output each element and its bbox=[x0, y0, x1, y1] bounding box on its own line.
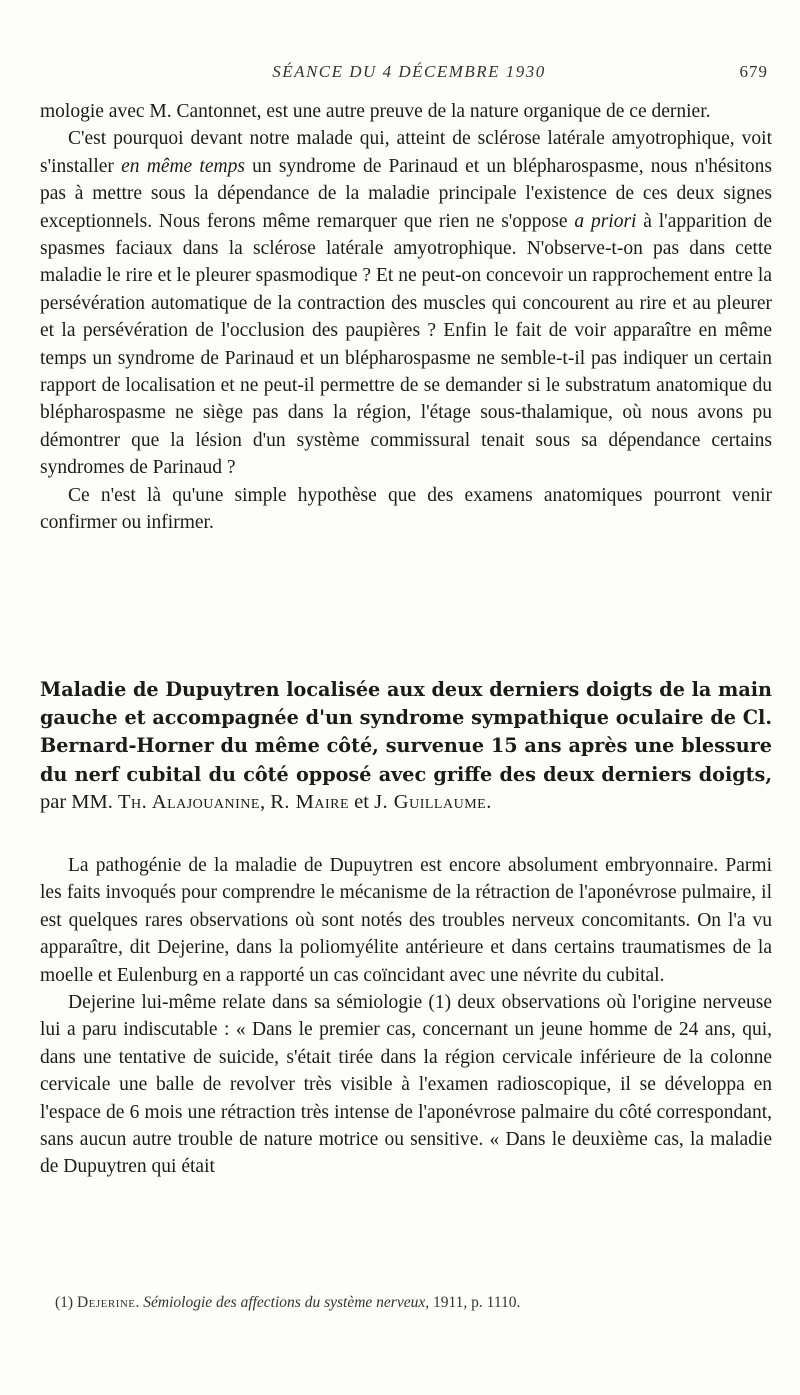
text-run: à l'apparition de spasmes faciaux dans la sclérose latérale amyotrophique. N'observe-t-on pas dans cette maladie le rire et le pleurer spasmodique ? Et ne peut-on concevoir un rapprochement entre la persévération automatique de la contraction des muscles qui concourent au rire et au pleurer et la persévération de l'occlusion des paupières ? Enfin le fait de voir apparaître en même temps un syndrome de Parinaud et un blépharospasme ne semble-t-il pas indiquer un certain rapport de localisation et ne peut-il permettre de se demander si le substratum anatomique du blépharospasme ne siège pas dans la région, l'étage sous-thalamique, où nous avons pu démontrer que la lésion d'un système commissural tenait sous sa dépendance certains syndromes de Parinaud ? bbox=[40, 210, 772, 479]
title-end: . bbox=[486, 790, 492, 813]
section-previous-article bbox=[40, 98, 772, 537]
author-separator: et bbox=[349, 790, 375, 813]
author-separator: , bbox=[259, 790, 271, 813]
footnote-rest: , 1911, p. 1110. bbox=[425, 1294, 521, 1311]
footnote-author: Dejerine bbox=[76, 1294, 136, 1311]
footnote-separator: . bbox=[135, 1294, 144, 1311]
text-run: C'est pourquoi devant notre malade qui, atteint de sclérose latérale amyotrophique, voit s'installer bbox=[40, 128, 772, 177]
paragraph-conclusion: Ce n'est là qu'une simple hypothèse que des examens anatomiques pourront venir confirmer ou infirmer. bbox=[40, 484, 772, 534]
footnote-title: Sémiologie des affections du système nerveux bbox=[143, 1294, 426, 1311]
running-head bbox=[50, 62, 768, 88]
italic-phrase: en même temps bbox=[121, 155, 245, 177]
article-by: par MM. bbox=[40, 790, 119, 813]
paragraph-hypothesis bbox=[40, 125, 772, 481]
italic-phrase: a priori bbox=[574, 210, 637, 232]
author-name: Th. Alajouanine bbox=[118, 790, 260, 813]
author-name: J. Guillaume bbox=[374, 790, 487, 813]
page-number: 679 bbox=[739, 62, 768, 81]
footnote-marker: (1) bbox=[55, 1294, 74, 1311]
paragraph-dejerine: Dejerine lui-même relate dans sa sémiologie (1) deux observations où l'origine nerveuse lui a paru indiscutable : « Dans le premier cas, concernant un jeune homme de 24 ans, qui, dans une tentative de suicide, s'était tirée dans la région cervicale inférieure de la colonne cervicale une balle de revolver très visible à l'examen radioscopique, il se développa en l'espace de 6 mois une rétraction très intense de l'aponévrose palmaire du côté correspondant, sans aucun autre trouble de nature motrice ou sensitive. « Dans le deuxième cas, la maladie de Dupuytren qui était bbox=[40, 992, 772, 1178]
paragraph-continuation: mologie avec M. Cantonnet, est une autre preuve de la nature organique de ce dernier. bbox=[40, 101, 711, 122]
section-new-article bbox=[40, 852, 772, 1181]
author-name: R. Maire bbox=[270, 790, 350, 813]
text-run: un syndrome de Parinaud et un blépharospasme, nous n'hésitons pas à mettre sous la dépendance de la maladie principale l'existence de ces deux signes exceptionnels. Nous ferons même remarquer que rien ne s'oppose bbox=[40, 155, 772, 232]
running-title: SÉANCE DU 4 DÉCEMBRE 1930 bbox=[272, 62, 546, 81]
footnote bbox=[55, 1292, 775, 1314]
article-title-bold: Maladie de Dupuytren localisée aux deux derniers doigts de la main gauche et accompagnée d'un syndrome sympathique oculaire de Cl. Bernard-Horner du même côté, survenue 15 ans après une blessure du nerf cubital du côté opposé avec griffe des deux derniers doigts, bbox=[40, 678, 772, 786]
paragraph-pathogeny: La pathogénie de la maladie de Dupuytren est encore absolument embryonnaire. Parmi les faits invoqués pour comprendre le mécanisme de la rétraction de l'aponévrose pulmaire, il est quelques rares observations où sont notés des troubles nerveux concomitants. On l'a vu apparaître, dit Dejerine, dans la poliomyélite antérieure et dans certains traumatismes de la moelle et Eulenburg en a rapporté un cas coïncidant avec une névrite du cubital. bbox=[40, 855, 772, 986]
article-title bbox=[40, 676, 772, 816]
